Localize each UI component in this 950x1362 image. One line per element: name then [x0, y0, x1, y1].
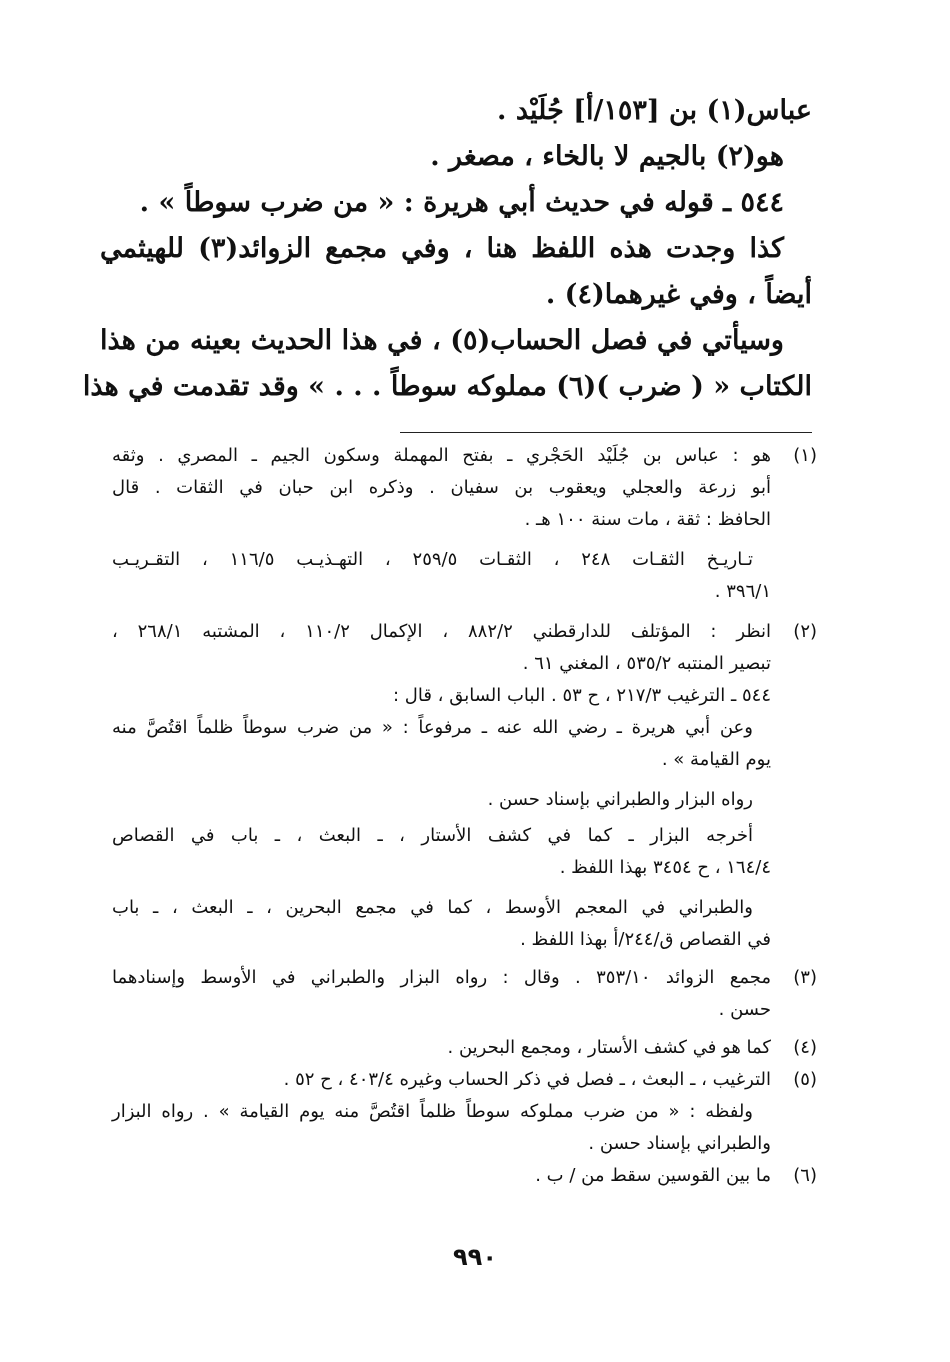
footnote-number: (٢)	[793, 621, 818, 642]
footnote-text: ولفظه : « من ضرب مملوكه سوطاً ظلماً اقتُصَّ منه يوم القيامة » . رواه البزار	[112, 1101, 753, 1122]
footnote-5	[112, 1064, 817, 1096]
footnote-1	[112, 440, 817, 472]
main-text-line: أيضاً ، وفي غيرهما(٤) .	[545, 279, 812, 310]
footnote-text: رواه البزار والطبراني بإسناد حسن .	[487, 789, 753, 810]
page-number: ٩٩٠	[453, 1243, 497, 1271]
main-text-line: ٥٤٤ ـ قوله في حديث أبي هريرة : « من ضرب سوطاً » .	[139, 187, 784, 218]
footnote-text: مجمع الزوائد ٣٥٣/١٠ . وقال : رواه البزار والطبراني في الأوسط وإسنادهما	[112, 967, 771, 988]
footnote-text: تبصير المنتبه ٥٣٥/٢ ، المغني ٦١ .	[522, 653, 771, 674]
footnote-text: في القصاص ق/٢٤٤/أ بهذا اللفظ .	[520, 929, 771, 950]
footnote-4	[112, 1032, 817, 1064]
footnote-text: الحافظ : ثقة ، مات سنة ١٠٠ هـ .	[524, 509, 771, 530]
main-text-line: وسيأتي في فصل الحساب(٥) ، في هذا الحديث بعينه من هذا	[100, 325, 784, 356]
footnote-text: يوم القيامة » .	[661, 749, 771, 770]
footnote-separator	[400, 432, 812, 433]
main-text	[82, 88, 812, 410]
main-text-line: عباس(١) بن [١٥٣/أ] جُلَيْد .	[497, 95, 812, 126]
footnote-text: والطبراني في المعجم الأوسط ، كما في مجمع البحرين ، ـ البعث ، ـ باب	[112, 897, 753, 918]
main-text-line: كذا وجدت هذه اللفظ هنا ، وفي مجمع الزوائد(٣) للهيثمي	[100, 233, 784, 264]
footnote-text: حسن .	[718, 999, 771, 1020]
footnote-number: (٦)	[793, 1165, 817, 1186]
footnote-6	[112, 1160, 817, 1192]
footnote-number: (٣)	[793, 967, 817, 988]
footnote-number: (٤)	[793, 1037, 817, 1058]
footnote-text: والطبراني بإسناد حسن .	[588, 1133, 771, 1154]
footnote-text: ١٦٤/٤ ، ح ٣٤٥٤ بهذا اللفظ .	[559, 857, 771, 878]
footnotes	[112, 440, 817, 1192]
footnote-number: (٥)	[793, 1069, 817, 1090]
footnote-3	[112, 962, 817, 994]
footnote-text: وعن أبي هريرة ـ رضي الله عنه ـ مرفوعاً : « من ضرب سوطاً ظلماً اقتُصَّ منه	[112, 717, 753, 738]
footnote-number: (١)	[793, 445, 817, 466]
footnote-text: أخرجه البزار ـ كما في كشف الأستار ، ـ البعث ، ـ باب في القصاص	[112, 825, 753, 846]
footnote-text: الترغيب ، ـ البعث ، ـ فصل في ذكر الحساب وغيره ٤٠٣/٤ ، ح ٥٢ .	[283, 1069, 771, 1090]
main-text-line: هو(٢) بالجيم لا بالخاء ، مصغر .	[430, 141, 784, 172]
footnote-text: ما بين القوسين سقط من / ب .	[535, 1165, 771, 1186]
footnote-text: تـاريـخ الثقـات ٢٤٨ ، الثقـات ٢٥٩/٥ ، التهـذيـب ١١٦/٥ ، التقـريـب	[112, 549, 753, 570]
footnote-text: انظر : المؤتلف للدارقطني ٨٨٢/٢ ، الإكمال ١١٠/٢ ، المشتبه ٢٦٨/١ ،	[112, 621, 772, 642]
footnote-text: هو : عباس بن جُلَيْد الحَجْري ـ بفتح المهملة وسكون الجيم ـ المصري . وثقه	[112, 445, 771, 466]
footnote-2	[112, 616, 817, 648]
footnote-text: كما هو في كشف الأستار ، ومجمع البحرين .	[447, 1037, 771, 1058]
main-text-line: الكتاب « ( ضرب )(٦) مملوكه سوطاً . . . » وقد تقدمت في هذا	[82, 371, 812, 402]
footnote-text: أبو زرعة والعجلي ويعقوب بن سفيان . وذكره ابن حبان في الثقات . قال	[112, 477, 771, 498]
footnote-text: ٣٩٦/١ .	[714, 581, 771, 602]
footnote-text: ٥٤٤ ـ الترغيب ٢١٧/٣ ، ح ٥٣ . الباب السابق ، قال :	[392, 685, 771, 706]
